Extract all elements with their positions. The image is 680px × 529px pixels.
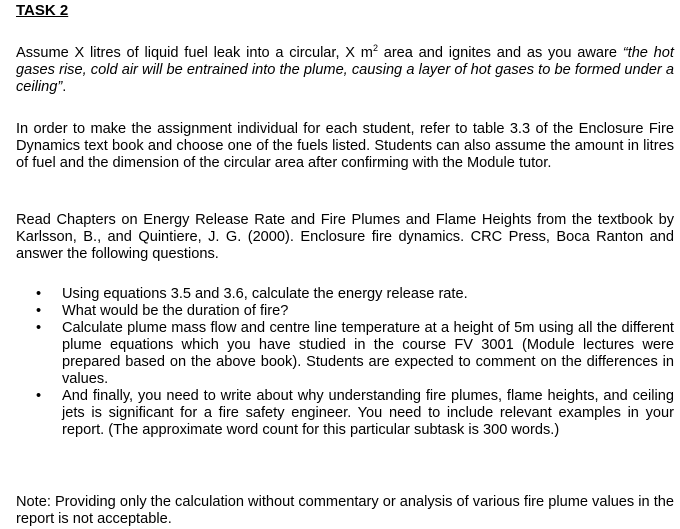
bullet-icon: • (36, 303, 42, 319)
bullet-icon: • (36, 286, 42, 302)
task-title: TASK 2 (16, 2, 69, 19)
scenario-text-b: area and ignites and as you aware (377, 45, 623, 61)
list-item (16, 320, 674, 388)
questions-list (16, 286, 674, 439)
scenario-text-a: Assume X litres of liquid fuel leak into a circular, X m (16, 45, 373, 61)
list-item (16, 286, 674, 303)
list-item (16, 303, 674, 320)
scenario-paragraph (16, 45, 674, 96)
reading-paragraph: Read Chapters on Energy Release Rate and Fire Plumes and Flame Heights from the textbook by Karlsson, B., and Quintiere, J. G. (2000). Enclosure fire dynamics. CRC Press, Boca Ranton and answer the following questions. (16, 212, 674, 262)
question-text: Calculate plume mass flow and centre line temperature at a height of 5m using all the different plume equations which you have studied in the course FV 3001 (Module lectures were prepared based on the above book). Students are expected to comment on the differences in values. (62, 320, 674, 387)
bullet-icon: • (36, 320, 42, 336)
note-paragraph: Note: Providing only the calculation without commentary or analysis of various fire plume values in the report is not acceptable. (16, 494, 674, 527)
scenario-quote: “the hot gases rise, cold air will be entrained into the plume, causing a layer of hot gases to be formed under a ceiling” (16, 45, 674, 95)
list-item (16, 388, 674, 439)
question-text: And finally, you need to write about why understanding fire plumes, flame heights, and ceiling jets is significant for a fire safety engineer. You need to include relevant examples in your report. (The approximate word count for this particular subtask is 300 words.) (62, 388, 674, 438)
question-text: Using equations 3.5 and 3.6, calculate the energy release rate. (62, 286, 468, 302)
individualisation-paragraph: In order to make the assignment individual for each student, refer to table 3.3 of the Enclosure Fire Dynamics text book and choose one of the fuels listed. Students can also assume the amount in litres of fuel and the dimension of the circular area after confirming with the Module tutor. (16, 121, 674, 171)
scenario-end: . (62, 79, 67, 95)
bullet-icon: • (36, 388, 42, 404)
question-text: What would be the duration of fire? (62, 303, 289, 319)
area-exponent: 2 (372, 43, 378, 54)
